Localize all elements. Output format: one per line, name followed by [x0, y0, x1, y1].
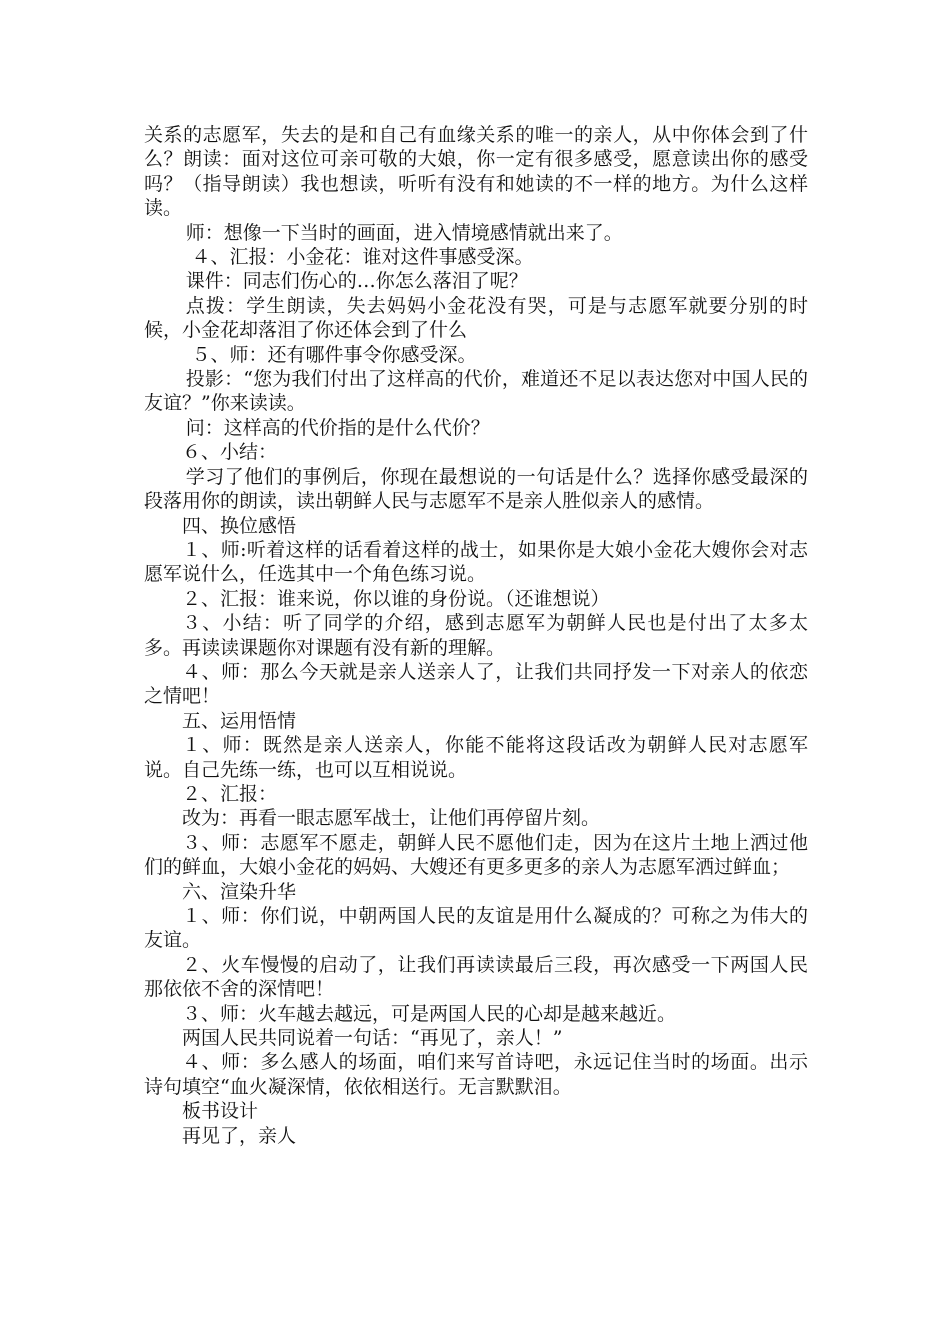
- paragraph-courseware: 课件：同志们伤心的…你怎么落泪了呢？: [185, 270, 528, 293]
- paragraph-projection: 投影：“您为我们付出了这样高的代价，难道还不足以表达您对中国人民的友谊？”你来读读。: [144, 368, 808, 415]
- paragraph-four-four: ４、师：那么今天就是亲人送亲人了，让我们共同抒发一下对亲人的依恋之情吧！: [144, 660, 808, 708]
- section-heading-six: 六、渲染升华: [182, 880, 297, 903]
- paragraph-four-three: ３、小结：听了同学的介绍，感到志愿军为朝鲜人民也是付出了太多太多。再读读课题你对课题有没有新的理解。: [144, 612, 808, 659]
- paragraph-five-three: ３、师：志愿军不愿走，朝鲜人民不愿他们走，因为在这片土地上洒过他们的鲜血，大娘小金花的妈妈、大嫂还有更多更多的亲人为志愿军洒过鲜血；: [144, 831, 808, 879]
- paragraph-five-changed: 改为：再看一眼志愿军战士，让他们再停留片刻。: [182, 807, 601, 830]
- paragraph-report-xiaojinhua: ４、汇报：小金花：谁对这件事感受深。: [191, 246, 534, 269]
- paragraph-teacher-other-event: ５、师：还有哪件事令你感受深。: [191, 343, 477, 366]
- board-design-heading: 板书设计: [182, 1100, 259, 1123]
- paragraph-six-one: １、师：你们说，中朝两国人民的友谊是用什么凝成的？可称之为伟大的友谊。: [144, 905, 808, 952]
- paragraph-guidance: 点拨：学生朗读，失去妈妈小金花没有哭，可是与志愿军就要分别的时候，小金花却落泪了你还体会到了什么: [144, 294, 808, 342]
- paragraph-question-price: 问：这样高的代价指的是什么代价？: [185, 416, 490, 439]
- paragraph-intro: 关系的志愿军，失去的是和自己有血缘关系的唯一的亲人，从中你体会到了什么？朗读：面对这位可亲可敬的大娘，你一定有很多感受，愿意读出你的感受吗？（指导朗读）我也想读，听听有没有和她读的不一样的地方。为什么这样读。: [144, 124, 808, 220]
- paragraph-teacher-imagine: 师：想像一下当时的画面，进入情境感情就出来了。: [185, 221, 623, 244]
- paragraph-summary-heading: ６、小结：: [182, 441, 278, 464]
- paragraph-five-one: １、师：既然是亲人送亲人，你能不能将这段话改为朝鲜人民对志愿军说。自己先练一练，也可以互相说说。: [144, 734, 808, 781]
- paragraph-four-two: ２、汇报：谁来说，你以谁的身份说。（还谁想说）: [182, 587, 610, 610]
- section-heading-four: 四、换位感悟: [182, 514, 297, 537]
- board-design-title: 再见了，亲人: [182, 1124, 297, 1147]
- paragraph-six-three: ３、师：火车越去越远，可是两国人民的心却是越来越近。: [182, 1002, 677, 1025]
- paragraph-four-one: １、师:听着这样的话看着这样的战士，如果你是大娘小金花大嫂你会对志愿军说什么，任选其中一个角色练习说。: [144, 538, 808, 586]
- paragraph-six-four: ４、师：多么感人的场面，咱们来写首诗吧，永远记住当时的场面。出示诗句填空“血火凝深情，依依相送行。无言默默泪。: [144, 1051, 808, 1098]
- paragraph-five-two: ２、汇报：: [182, 782, 278, 805]
- paragraph-summary-text: 学习了他们的事例后，你现在最想说的一句话是什么？选择你感受最深的段落用你的朗读，读出朝鲜人民与志愿军不是亲人胜似亲人的感情。: [144, 465, 808, 513]
- paragraph-six-farewell: 两国人民共同说着一句话：“再见了，亲人！”: [182, 1027, 563, 1050]
- paragraph-six-two: ２、火车慢慢的启动了，让我们再读读最后三段，再次感受一下两国人民那依依不舍的深情吧！: [144, 953, 808, 1001]
- document-body: [144, 123, 808, 1148]
- section-heading-five: 五、运用悟情: [182, 709, 297, 732]
